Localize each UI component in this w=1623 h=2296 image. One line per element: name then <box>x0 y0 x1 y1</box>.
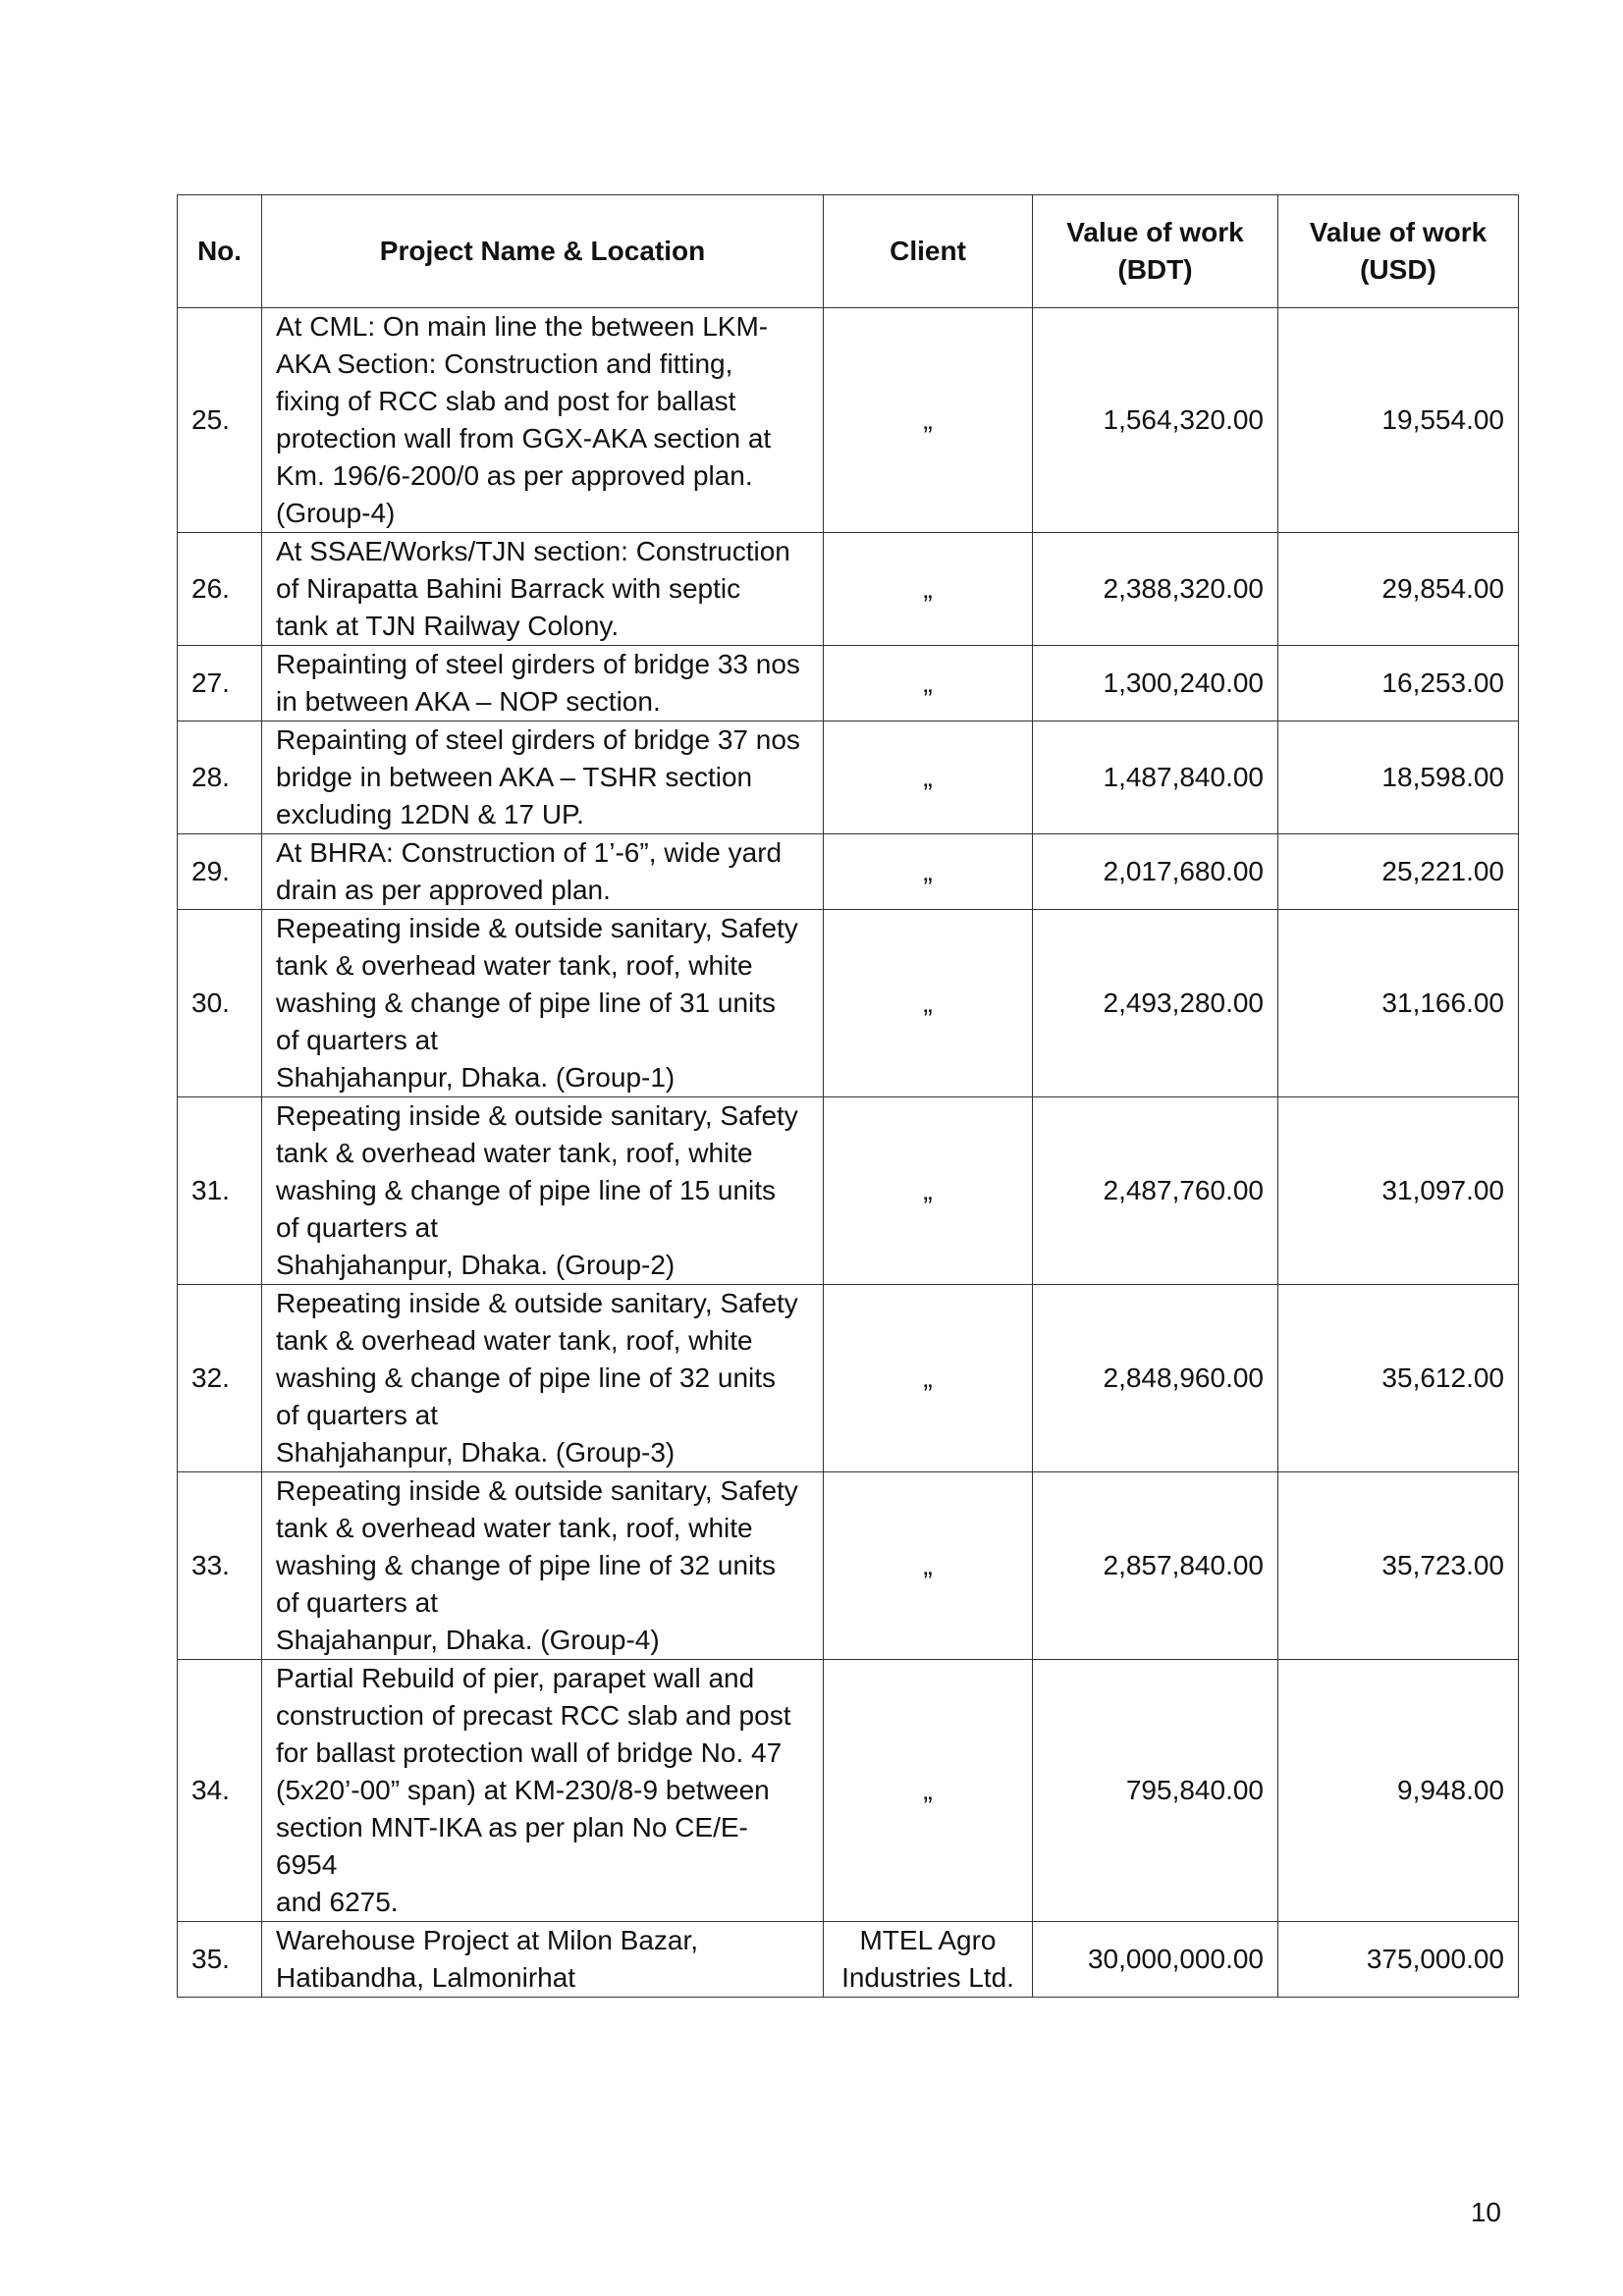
cell-value-usd: 9,948.00 <box>1278 1660 1519 1922</box>
cell-client: „ <box>824 646 1033 721</box>
cell-no: 26. <box>178 533 262 646</box>
cell-project: Repeating inside & outside sanitary, Safety tank & overhead water tank, roof, white washing & change of pipe line of 32 units of quarters at Shajahanpur, Dhaka. (Group-4) <box>262 1472 824 1660</box>
cell-no: 35. <box>178 1922 262 1998</box>
cell-value-usd: 19,554.00 <box>1278 308 1519 533</box>
cell-client: „ <box>824 308 1033 533</box>
header-value-bdt-line1: Value of work <box>1066 217 1244 247</box>
cell-client: „ <box>824 910 1033 1097</box>
cell-value-bdt: 1,300,240.00 <box>1033 646 1278 721</box>
table-row <box>178 834 1519 910</box>
header-project: Project Name & Location <box>262 195 824 308</box>
header-value-usd-line1: Value of work <box>1309 217 1488 247</box>
cell-project: Partial Rebuild of pier, parapet wall and construction of precast RCC slab and post for ballast protection wall of bridge No. 47 (5x20’-00” span) at KM-230/8-9 between section MNT-IKA as per plan No CE/E-6954 and 6275. <box>262 1660 824 1922</box>
table-row <box>178 1472 1519 1660</box>
cell-project: Repeating inside & outside sanitary, Safety tank & overhead water tank, roof, white washing & change of pipe line of 32 units of quarters at Shahjahanpur, Dhaka. (Group-3) <box>262 1285 824 1472</box>
cell-project: Repeating inside & outside sanitary, Safety tank & overhead water tank, roof, white washing & change of pipe line of 15 units of quarters at Shahjahanpur, Dhaka. (Group-2) <box>262 1097 824 1285</box>
cell-project: At CML: On main line the between LKM- AKA Section: Construction and fitting, fixing of RCC slab and post for ballast protection wall from GGX-AKA section at Km. 196/6-200/0 as per approved plan. (Group-4) <box>262 308 824 533</box>
cell-project: Repainting of steel girders of bridge 37 nos bridge in between AKA – TSHR section excluding 12DN & 17 UP. <box>262 721 824 834</box>
cell-value-usd: 16,253.00 <box>1278 646 1519 721</box>
cell-client: MTEL Agro Industries Ltd. <box>824 1922 1033 1998</box>
cell-value-bdt: 2,848,960.00 <box>1033 1285 1278 1472</box>
header-no: No. <box>178 195 262 308</box>
cell-no: 25. <box>178 308 262 533</box>
cell-client: „ <box>824 834 1033 910</box>
table-row <box>178 1097 1519 1285</box>
cell-value-bdt: 1,487,840.00 <box>1033 721 1278 834</box>
cell-no: 32. <box>178 1285 262 1472</box>
page-number: 10 <box>1470 2197 1501 2227</box>
projects-table <box>177 194 1519 1998</box>
cell-no: 31. <box>178 1097 262 1285</box>
cell-project: Warehouse Project at Milon Bazar, Hatibandha, Lalmonirhat <box>262 1922 824 1998</box>
cell-value-usd: 35,723.00 <box>1278 1472 1519 1660</box>
table-row <box>178 308 1519 533</box>
cell-value-usd: 25,221.00 <box>1278 834 1519 910</box>
table-row <box>178 1285 1519 1472</box>
cell-value-usd: 31,097.00 <box>1278 1097 1519 1285</box>
table-row <box>178 721 1519 834</box>
cell-value-usd: 29,854.00 <box>1278 533 1519 646</box>
cell-value-usd: 31,166.00 <box>1278 910 1519 1097</box>
table-row <box>178 646 1519 721</box>
header-value-bdt-line2: (BDT) <box>1117 254 1193 285</box>
cell-no: 27. <box>178 646 262 721</box>
cell-value-bdt: 2,487,760.00 <box>1033 1097 1278 1285</box>
cell-value-bdt: 2,857,840.00 <box>1033 1472 1278 1660</box>
header-value-usd-line2: (USD) <box>1360 254 1436 285</box>
table-row <box>178 910 1519 1097</box>
cell-project: At SSAE/Works/TJN section: Construction of Nirapatta Bahini Barrack with septic tank at TJN Railway Colony. <box>262 533 824 646</box>
cell-value-bdt: 2,388,320.00 <box>1033 533 1278 646</box>
cell-client: „ <box>824 1285 1033 1472</box>
cell-value-bdt: 2,017,680.00 <box>1033 834 1278 910</box>
cell-value-usd: 35,612.00 <box>1278 1285 1519 1472</box>
header-client: Client <box>824 195 1033 308</box>
cell-client: „ <box>824 1472 1033 1660</box>
table-header-row <box>178 195 1519 308</box>
cell-value-bdt: 30,000,000.00 <box>1033 1922 1278 1998</box>
cell-no: 28. <box>178 721 262 834</box>
cell-value-bdt: 1,564,320.00 <box>1033 308 1278 533</box>
cell-client: „ <box>824 1097 1033 1285</box>
cell-value-bdt: 795,840.00 <box>1033 1660 1278 1922</box>
cell-project: Repainting of steel girders of bridge 33 nos in between AKA – NOP section. <box>262 646 824 721</box>
cell-value-bdt: 2,493,280.00 <box>1033 910 1278 1097</box>
cell-client: „ <box>824 533 1033 646</box>
cell-no: 33. <box>178 1472 262 1660</box>
table-body <box>178 308 1519 1998</box>
cell-project: Repeating inside & outside sanitary, Safety tank & overhead water tank, roof, white washing & change of pipe line of 31 units of quarters at Shahjahanpur, Dhaka. (Group-1) <box>262 910 824 1097</box>
cell-client: „ <box>824 721 1033 834</box>
cell-value-usd: 18,598.00 <box>1278 721 1519 834</box>
table-row <box>178 533 1519 646</box>
cell-client: „ <box>824 1660 1033 1922</box>
cell-project: At BHRA: Construction of 1’-6”, wide yard drain as per approved plan. <box>262 834 824 910</box>
table-row <box>178 1660 1519 1922</box>
header-value-usd <box>1278 195 1519 308</box>
cell-no: 29. <box>178 834 262 910</box>
cell-no: 30. <box>178 910 262 1097</box>
cell-value-usd: 375,000.00 <box>1278 1922 1519 1998</box>
header-value-bdt <box>1033 195 1278 308</box>
cell-no: 34. <box>178 1660 262 1922</box>
table-row <box>178 1922 1519 1998</box>
